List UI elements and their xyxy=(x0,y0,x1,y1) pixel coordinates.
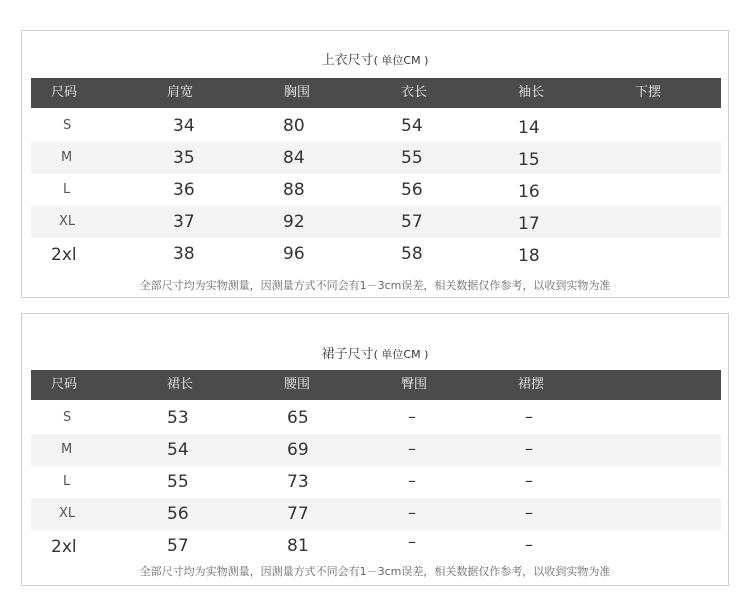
hip-cell: – xyxy=(408,439,416,458)
skirt-hem-cell: – xyxy=(525,471,533,490)
waist-cell: 77 xyxy=(287,504,309,524)
shoulder-cell: 38 xyxy=(173,244,195,264)
header-size: 尺码 xyxy=(51,377,78,392)
top-size-card xyxy=(21,30,729,298)
skirt-hem-cell: – xyxy=(525,439,533,458)
size-cell: 2xl xyxy=(51,537,77,557)
skirt-table-title-text: 裙子尺寸 xyxy=(321,347,374,362)
sleeve-cell: 16 xyxy=(518,182,540,202)
measurement-note: 全部尺寸均为实物测量，因测量方式不同会有1－3cm误差，相关数据仅作参考，以收到实物为准 xyxy=(139,279,611,292)
table-row xyxy=(31,238,721,270)
size-cell: 2xl xyxy=(51,245,77,265)
shoulder-cell: 36 xyxy=(173,180,195,200)
skirt-length-cell: 56 xyxy=(167,504,189,524)
size-cell: XL xyxy=(59,506,76,521)
table-row xyxy=(31,530,721,562)
table-row xyxy=(31,142,721,174)
size-cell: S xyxy=(63,410,72,425)
sleeve-cell: 17 xyxy=(518,214,540,234)
chest-cell: 92 xyxy=(283,212,305,232)
skirt-table-unit: ( 单位CM ) xyxy=(373,348,429,361)
hip-cell: – xyxy=(408,471,416,490)
chest-cell: 96 xyxy=(283,244,305,264)
waist-cell: 73 xyxy=(287,472,309,492)
skirt-hem-cell: – xyxy=(525,535,533,554)
size-cell: L xyxy=(63,474,71,489)
sleeve-cell: 18 xyxy=(518,246,540,266)
skirt-length-cell: 54 xyxy=(167,440,189,460)
hip-cell: – xyxy=(408,532,416,551)
table-row xyxy=(31,206,721,238)
skirt-table-header xyxy=(31,370,721,400)
header-hip: 臀围 xyxy=(401,377,428,392)
header-skirt-length: 裙长 xyxy=(167,377,194,392)
header-waist: 腰围 xyxy=(284,377,311,392)
skirt-table-title xyxy=(22,343,728,362)
table-row xyxy=(31,466,721,498)
top-table-header xyxy=(31,78,721,108)
length-cell: 58 xyxy=(401,244,423,264)
length-cell: 55 xyxy=(401,148,423,168)
sleeve-cell: 15 xyxy=(518,150,540,170)
size-cell: S xyxy=(63,118,72,133)
skirt-hem-cell: – xyxy=(525,407,533,426)
shoulder-cell: 35 xyxy=(173,148,195,168)
table-row xyxy=(31,174,721,206)
table-row xyxy=(31,434,721,466)
skirt-hem-cell: – xyxy=(525,503,533,522)
length-cell: 56 xyxy=(401,180,423,200)
sleeve-cell: 14 xyxy=(518,118,540,138)
size-cell: XL xyxy=(59,214,76,229)
chest-cell: 88 xyxy=(283,180,305,200)
top-table-title xyxy=(22,49,728,68)
table-row xyxy=(31,498,721,530)
table-row xyxy=(31,110,721,142)
skirt-size-card xyxy=(21,313,729,586)
header-size: 尺码 xyxy=(51,85,78,100)
header-skirt-hem: 裙摆 xyxy=(518,377,545,392)
length-cell: 57 xyxy=(401,212,423,232)
header-length: 衣长 xyxy=(401,85,428,100)
table-row xyxy=(31,402,721,434)
hip-cell: – xyxy=(408,407,416,426)
skirt-length-cell: 55 xyxy=(167,472,189,492)
size-cell: M xyxy=(61,442,73,457)
waist-cell: 65 xyxy=(287,408,309,428)
header-hem: 下摆 xyxy=(635,85,662,100)
chest-cell: 84 xyxy=(283,148,305,168)
shoulder-cell: 34 xyxy=(173,116,195,136)
shoulder-cell: 37 xyxy=(173,212,195,232)
waist-cell: 69 xyxy=(287,440,309,460)
hip-cell: – xyxy=(408,503,416,522)
header-shoulder: 肩宽 xyxy=(167,85,194,100)
size-cell: M xyxy=(61,150,73,165)
top-table-title-text: 上衣尺寸 xyxy=(321,53,374,68)
waist-cell: 81 xyxy=(287,536,309,556)
length-cell: 54 xyxy=(401,116,423,136)
header-chest: 胸围 xyxy=(284,85,311,100)
chest-cell: 80 xyxy=(283,116,305,136)
header-sleeve: 袖长 xyxy=(518,85,545,100)
skirt-length-cell: 57 xyxy=(167,536,189,556)
measurement-note: 全部尺寸均为实物测量，因测量方式不同会有1－3cm误差，相关数据仅作参考，以收到实物为准 xyxy=(139,565,611,578)
size-cell: L xyxy=(63,182,71,197)
top-table-unit: ( 单位CM ) xyxy=(373,54,429,67)
skirt-length-cell: 53 xyxy=(167,408,189,428)
